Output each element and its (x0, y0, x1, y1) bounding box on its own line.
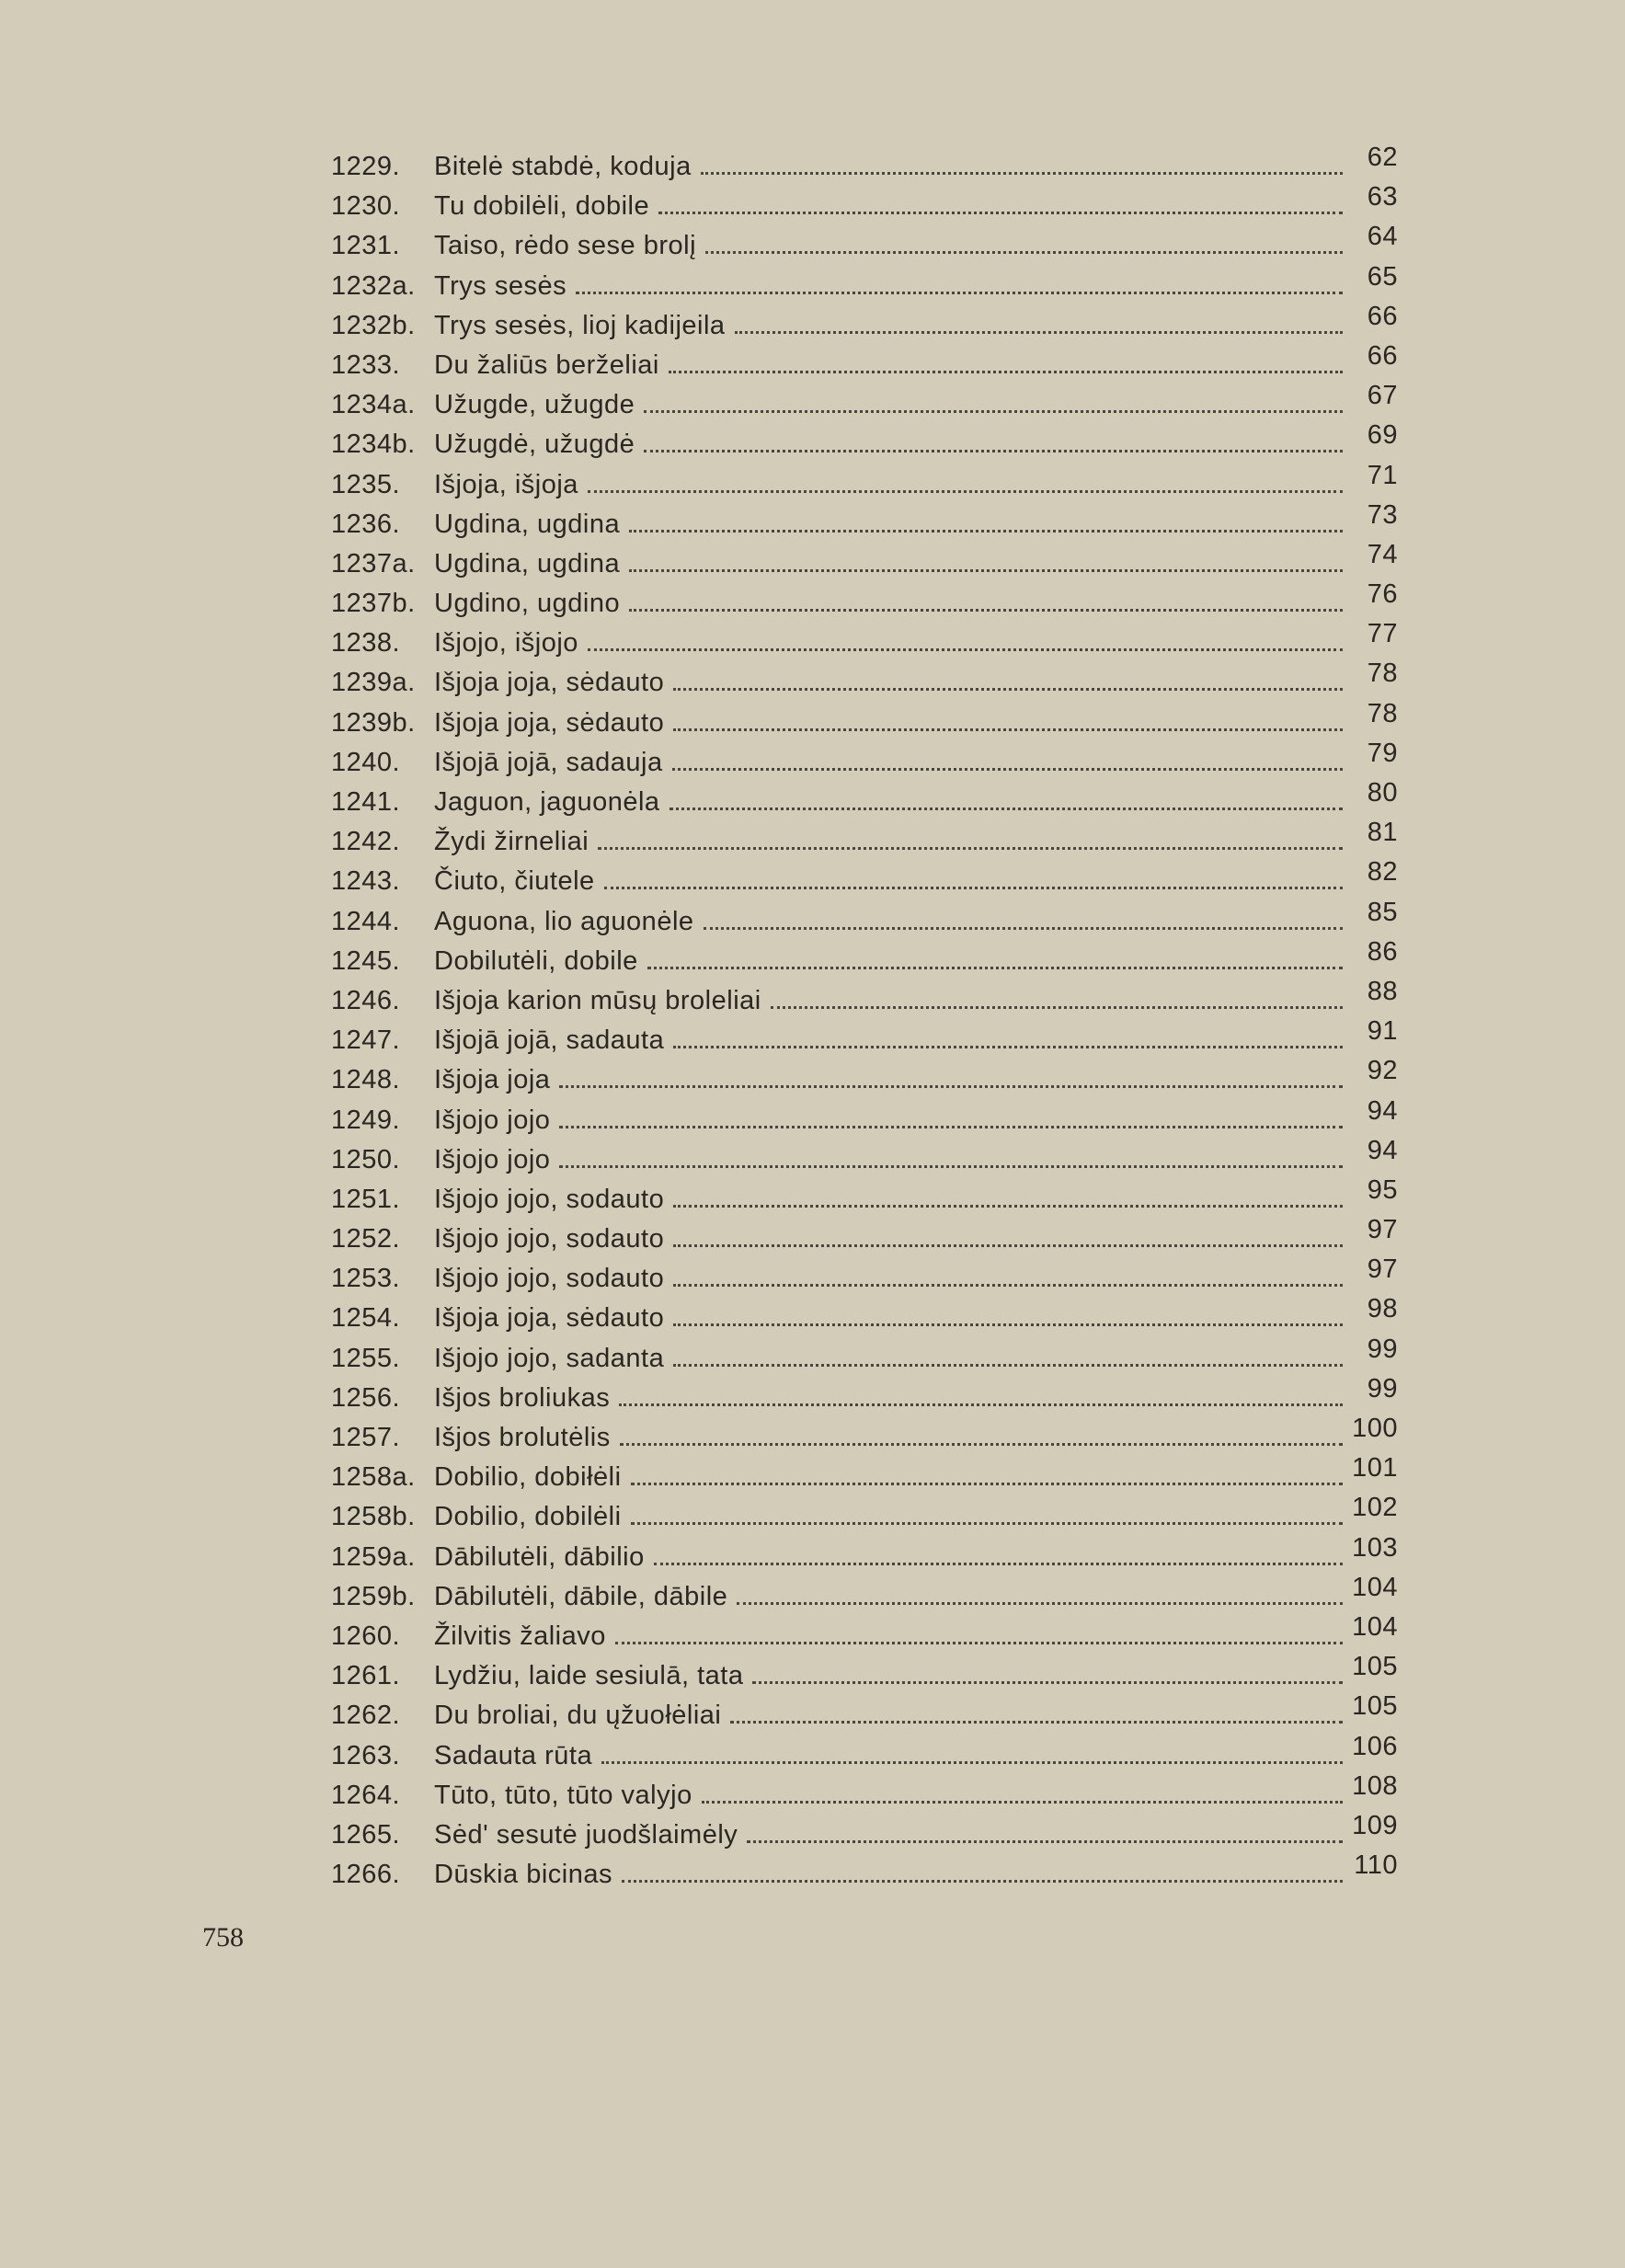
dot-leader (576, 292, 1343, 294)
entry-page-number: 74 (1367, 539, 1398, 569)
toc-entry (331, 936, 1398, 986)
dot-leader (672, 768, 1343, 771)
entry-number: 1260. (331, 1621, 401, 1651)
dot-leader (705, 251, 1343, 254)
toc-entry (331, 1770, 1398, 1820)
entry-title: Taiso, rėdo sese brolį (434, 231, 697, 261)
dot-leader (737, 1602, 1343, 1605)
entry-page-number: 80 (1367, 778, 1398, 808)
entry-title: Išjoja, išjoja (434, 469, 578, 499)
entry-page-number: 85 (1367, 897, 1398, 927)
entry-title: Ugdino, ugdino (434, 589, 621, 619)
entry-number: 1252. (331, 1224, 401, 1254)
dot-leader (615, 1642, 1343, 1644)
entry-title: Trys sesės, lioj kadijeila (434, 310, 726, 340)
dot-leader (673, 1046, 1343, 1048)
toc-entry (331, 619, 1398, 668)
entry-title: Dobilio, dobilėli (434, 1502, 622, 1532)
entry-page-number: 86 (1367, 936, 1398, 967)
toc-entry (331, 818, 1398, 866)
toc-entry (331, 976, 1398, 1025)
dot-leader (771, 1006, 1343, 1009)
entry-page-number: 106 (1352, 1731, 1398, 1761)
entry-number: 1237b. (331, 589, 416, 619)
toc-entry (331, 698, 1398, 748)
entry-page-number: 103 (1352, 1532, 1398, 1563)
table-of-contents (331, 143, 1398, 1899)
entry-page-number: 62 (1367, 143, 1398, 172)
dot-leader (559, 1085, 1343, 1088)
entry-number: 1239b. (331, 707, 416, 738)
dot-leader (673, 1244, 1343, 1247)
entry-number: 1249. (331, 1105, 401, 1135)
toc-entry (331, 182, 1398, 231)
toc-entry (331, 1254, 1398, 1303)
entry-page-number: 77 (1367, 619, 1398, 649)
toc-entry (331, 1414, 1398, 1462)
dot-leader (669, 808, 1343, 810)
entry-number: 1250. (331, 1144, 401, 1174)
toc-entry (331, 1810, 1398, 1860)
entry-page-number: 92 (1367, 1056, 1398, 1086)
toc-entry (331, 1611, 1398, 1661)
toc-entry (331, 1016, 1398, 1065)
toc-entry (331, 1095, 1398, 1145)
entry-page-number: 104 (1352, 1572, 1398, 1602)
dot-leader (631, 1483, 1343, 1485)
dot-leader (598, 847, 1343, 850)
dot-leader (673, 1364, 1343, 1367)
entry-title: Tūto, tūto, tūto valyjo (434, 1780, 692, 1810)
entry-number: 1237a. (331, 548, 416, 578)
entry-number: 1231. (331, 231, 401, 261)
toc-entry (331, 579, 1398, 628)
entry-number: 1248. (331, 1065, 401, 1095)
toc-entry (331, 738, 1398, 787)
entry-title: Tu dobilėli, dobile (434, 191, 650, 222)
entry-page-number: 91 (1367, 1016, 1398, 1047)
dot-leader (559, 1165, 1343, 1168)
entry-number: 1229. (331, 152, 401, 181)
toc-entry (331, 301, 1398, 350)
entry-page-number: 99 (1367, 1334, 1398, 1364)
entry-title: Išjojo jojo, sodauto (434, 1224, 665, 1254)
dot-leader (701, 172, 1343, 175)
entry-title: Išjos brolutėlis (434, 1423, 611, 1452)
entry-title: Išjojo jojo, sodauto (434, 1264, 665, 1294)
entry-number: 1261. (331, 1661, 401, 1691)
toc-entry (331, 1850, 1398, 1899)
toc-entry (331, 1691, 1398, 1740)
dot-leader (644, 410, 1343, 413)
entry-number: 1234b. (331, 430, 416, 460)
entry-number: 1263. (331, 1740, 401, 1770)
entry-number: 1255. (331, 1343, 401, 1373)
entry-number: 1241. (331, 787, 401, 817)
dot-leader (669, 371, 1343, 373)
entry-title: Dābilutėli, dābilio (434, 1541, 645, 1572)
entry-number: 1244. (331, 906, 401, 936)
entry-number: 1246. (331, 985, 401, 1015)
toc-entry (331, 1652, 1398, 1701)
toc-entry (331, 381, 1398, 430)
entry-number: 1266. (331, 1860, 401, 1890)
toc-entry (331, 1731, 1398, 1781)
entry-title: Išjojo, išjojo (434, 628, 578, 659)
toc-entry (331, 460, 1398, 510)
toc-entry (331, 1373, 1398, 1423)
entry-page-number: 94 (1367, 1095, 1398, 1126)
entry-number: 1230. (331, 191, 401, 222)
entry-page-number: 110 (1354, 1850, 1398, 1881)
entry-title: Išjoja joja (434, 1065, 551, 1095)
entry-title: Dābilutėli, dābile, dābile (434, 1581, 728, 1611)
entry-page-number: 66 (1367, 301, 1398, 331)
entry-number: 1259a. (331, 1541, 416, 1572)
dot-leader (673, 1323, 1343, 1326)
entry-title: Išjoja joja, sėdauto (434, 668, 665, 698)
entry-number: 1257. (331, 1423, 401, 1452)
dot-leader (673, 688, 1343, 691)
entry-page-number: 97 (1367, 1254, 1398, 1285)
entry-page-number: 65 (1367, 261, 1398, 292)
entry-page-number: 104 (1352, 1611, 1398, 1642)
entry-number: 1259b. (331, 1581, 416, 1611)
entry-page-number: 82 (1367, 857, 1398, 888)
entry-number: 1240. (331, 747, 401, 777)
dot-leader (629, 530, 1343, 533)
dot-leader (654, 1563, 1343, 1565)
dot-leader (620, 1443, 1343, 1446)
entry-page-number: 99 (1367, 1373, 1398, 1403)
entry-page-number: 76 (1367, 579, 1398, 610)
toc-entry (331, 1215, 1398, 1264)
toc-entry (331, 1532, 1398, 1582)
entry-page-number: 97 (1367, 1215, 1398, 1245)
dot-leader (735, 331, 1343, 334)
entry-page-number: 69 (1367, 420, 1398, 451)
entry-page-number: 71 (1367, 460, 1398, 490)
entry-number: 1232b. (331, 310, 416, 340)
page-number: 758 (202, 1922, 244, 1953)
entry-number: 1236. (331, 509, 401, 539)
toc-entry (331, 1572, 1398, 1621)
toc-entry (331, 1334, 1398, 1383)
entry-title: Dobilutėli, dobile (434, 945, 638, 976)
entry-title: Užugde, užugde (434, 390, 635, 420)
toc-entry (331, 340, 1398, 390)
entry-page-number: 105 (1352, 1691, 1398, 1722)
entry-number: 1254. (331, 1303, 401, 1334)
entry-page-number: 73 (1367, 499, 1398, 530)
entry-title: Išjojo jojo, sadanta (434, 1343, 665, 1373)
dot-leader (644, 450, 1343, 452)
dot-leader (619, 1403, 1343, 1406)
dot-leader (629, 569, 1343, 572)
entry-title: Čiuto, čiutele (434, 866, 595, 897)
toc-entry (331, 857, 1398, 906)
toc-entry (331, 499, 1398, 549)
entry-page-number: 108 (1352, 1770, 1398, 1801)
toc-entry (331, 1453, 1398, 1502)
entry-page-number: 63 (1367, 182, 1398, 212)
entry-number: 1256. (331, 1382, 401, 1413)
dot-leader (752, 1681, 1343, 1684)
entry-page-number: 88 (1367, 976, 1398, 1006)
entry-number: 1251. (331, 1184, 401, 1214)
entry-page-number: 94 (1367, 1135, 1398, 1165)
toc-entry (331, 1493, 1398, 1541)
entry-title: Užugdė, užugdė (434, 430, 635, 460)
entry-number: 1258a. (331, 1462, 416, 1493)
entry-page-number: 78 (1367, 659, 1398, 689)
toc-entry (331, 143, 1398, 191)
entry-number: 1238. (331, 628, 401, 659)
dot-leader (622, 1880, 1343, 1883)
entry-number: 1264. (331, 1780, 401, 1810)
entry-number: 1233. (331, 349, 401, 380)
entry-title: Išjojā jojā, sadauja (434, 747, 663, 777)
entry-number: 1258b. (331, 1502, 416, 1532)
dot-leader (730, 1721, 1343, 1724)
entry-title: Sėd' sesutė juodšlaimėly (434, 1819, 738, 1850)
entry-page-number: 102 (1352, 1493, 1398, 1523)
dot-leader (658, 212, 1343, 214)
toc-entry (331, 1174, 1398, 1224)
dot-leader (601, 1761, 1343, 1764)
dot-leader (631, 1522, 1343, 1525)
entry-title: Ugdina, ugdina (434, 509, 621, 539)
entry-page-number: 66 (1367, 340, 1398, 371)
entry-title: Išjoja karion mūsų broleliai (434, 985, 761, 1015)
dot-leader (747, 1840, 1343, 1843)
entry-title: Išjojā jojā, sadauta (434, 1025, 665, 1056)
toc-entry (331, 420, 1398, 469)
entry-title: Dūskia bicinas (434, 1860, 612, 1890)
dot-leader (673, 1205, 1343, 1208)
entry-title: Žilvitis žaliavo (434, 1621, 606, 1651)
entry-page-number: 105 (1352, 1652, 1398, 1682)
toc-entry (331, 539, 1398, 589)
dot-leader (647, 967, 1343, 969)
entry-page-number: 100 (1352, 1414, 1398, 1443)
dot-leader (704, 927, 1343, 930)
entry-number: 1234a. (331, 390, 416, 420)
entry-number: 1232a. (331, 270, 416, 301)
entry-title: Bitelė stabdė, koduja (434, 152, 692, 181)
entry-number: 1247. (331, 1025, 401, 1056)
toc-entry (331, 1294, 1398, 1343)
entry-number: 1245. (331, 945, 401, 976)
entry-title: Aguona, lio aguonėle (434, 906, 694, 936)
entry-page-number: 101 (1352, 1453, 1398, 1483)
entry-page-number: 109 (1352, 1810, 1398, 1840)
dot-leader (629, 609, 1343, 612)
entry-number: 1253. (331, 1264, 401, 1294)
dot-leader (702, 1801, 1343, 1804)
entry-title: Sadauta rūta (434, 1740, 593, 1770)
dot-leader (588, 490, 1343, 493)
toc-entry (331, 261, 1398, 311)
entry-title: Lydžiu, laide sesiulā, tata (434, 1661, 744, 1691)
entry-title: Išjoja joja, sėdauto (434, 707, 665, 738)
entry-page-number: 95 (1367, 1174, 1398, 1205)
entry-page-number: 67 (1367, 381, 1398, 411)
entry-title: Dobilio, dobiłėli (434, 1462, 622, 1493)
entry-title: Ugdina, ugdina (434, 548, 621, 578)
entry-number: 1262. (331, 1701, 401, 1731)
entry-title: Žydi žirneliai (434, 827, 589, 857)
entry-title: Išjojo jojo (434, 1144, 551, 1174)
entry-page-number: 78 (1367, 698, 1398, 728)
toc-entry (331, 778, 1398, 827)
entry-number: 1239a. (331, 668, 416, 698)
toc-entry (331, 897, 1398, 946)
dot-leader (559, 1126, 1343, 1128)
entry-page-number: 64 (1367, 222, 1398, 252)
dot-leader (604, 887, 1343, 889)
entry-number: 1243. (331, 866, 401, 897)
entry-title: Išjojo jojo, sodauto (434, 1184, 665, 1214)
entry-title: Išjos broliukas (434, 1382, 611, 1413)
entry-page-number: 79 (1367, 738, 1398, 768)
dot-leader (673, 728, 1343, 731)
toc-entry (331, 1135, 1398, 1185)
toc-entry (331, 659, 1398, 707)
dot-leader (673, 1284, 1343, 1287)
toc-entry (331, 222, 1398, 270)
entry-number: 1235. (331, 469, 401, 499)
dot-leader (588, 648, 1343, 651)
entry-title: Du žaliūs berželiai (434, 349, 659, 380)
toc-entry (331, 1056, 1398, 1105)
entry-title: Jaguon, jaguonėla (434, 787, 660, 817)
entry-number: 1265. (331, 1819, 401, 1850)
entry-title: Du broliai, du ųžuołėliai (434, 1701, 722, 1731)
entry-page-number: 98 (1367, 1294, 1398, 1324)
entry-number: 1242. (331, 827, 401, 857)
entry-title: Išjoja joja, sėdauto (434, 1303, 665, 1334)
entry-page-number: 81 (1367, 818, 1398, 848)
entry-title: Išjojo jojo (434, 1105, 551, 1135)
entry-title: Trys sesės (434, 270, 567, 301)
